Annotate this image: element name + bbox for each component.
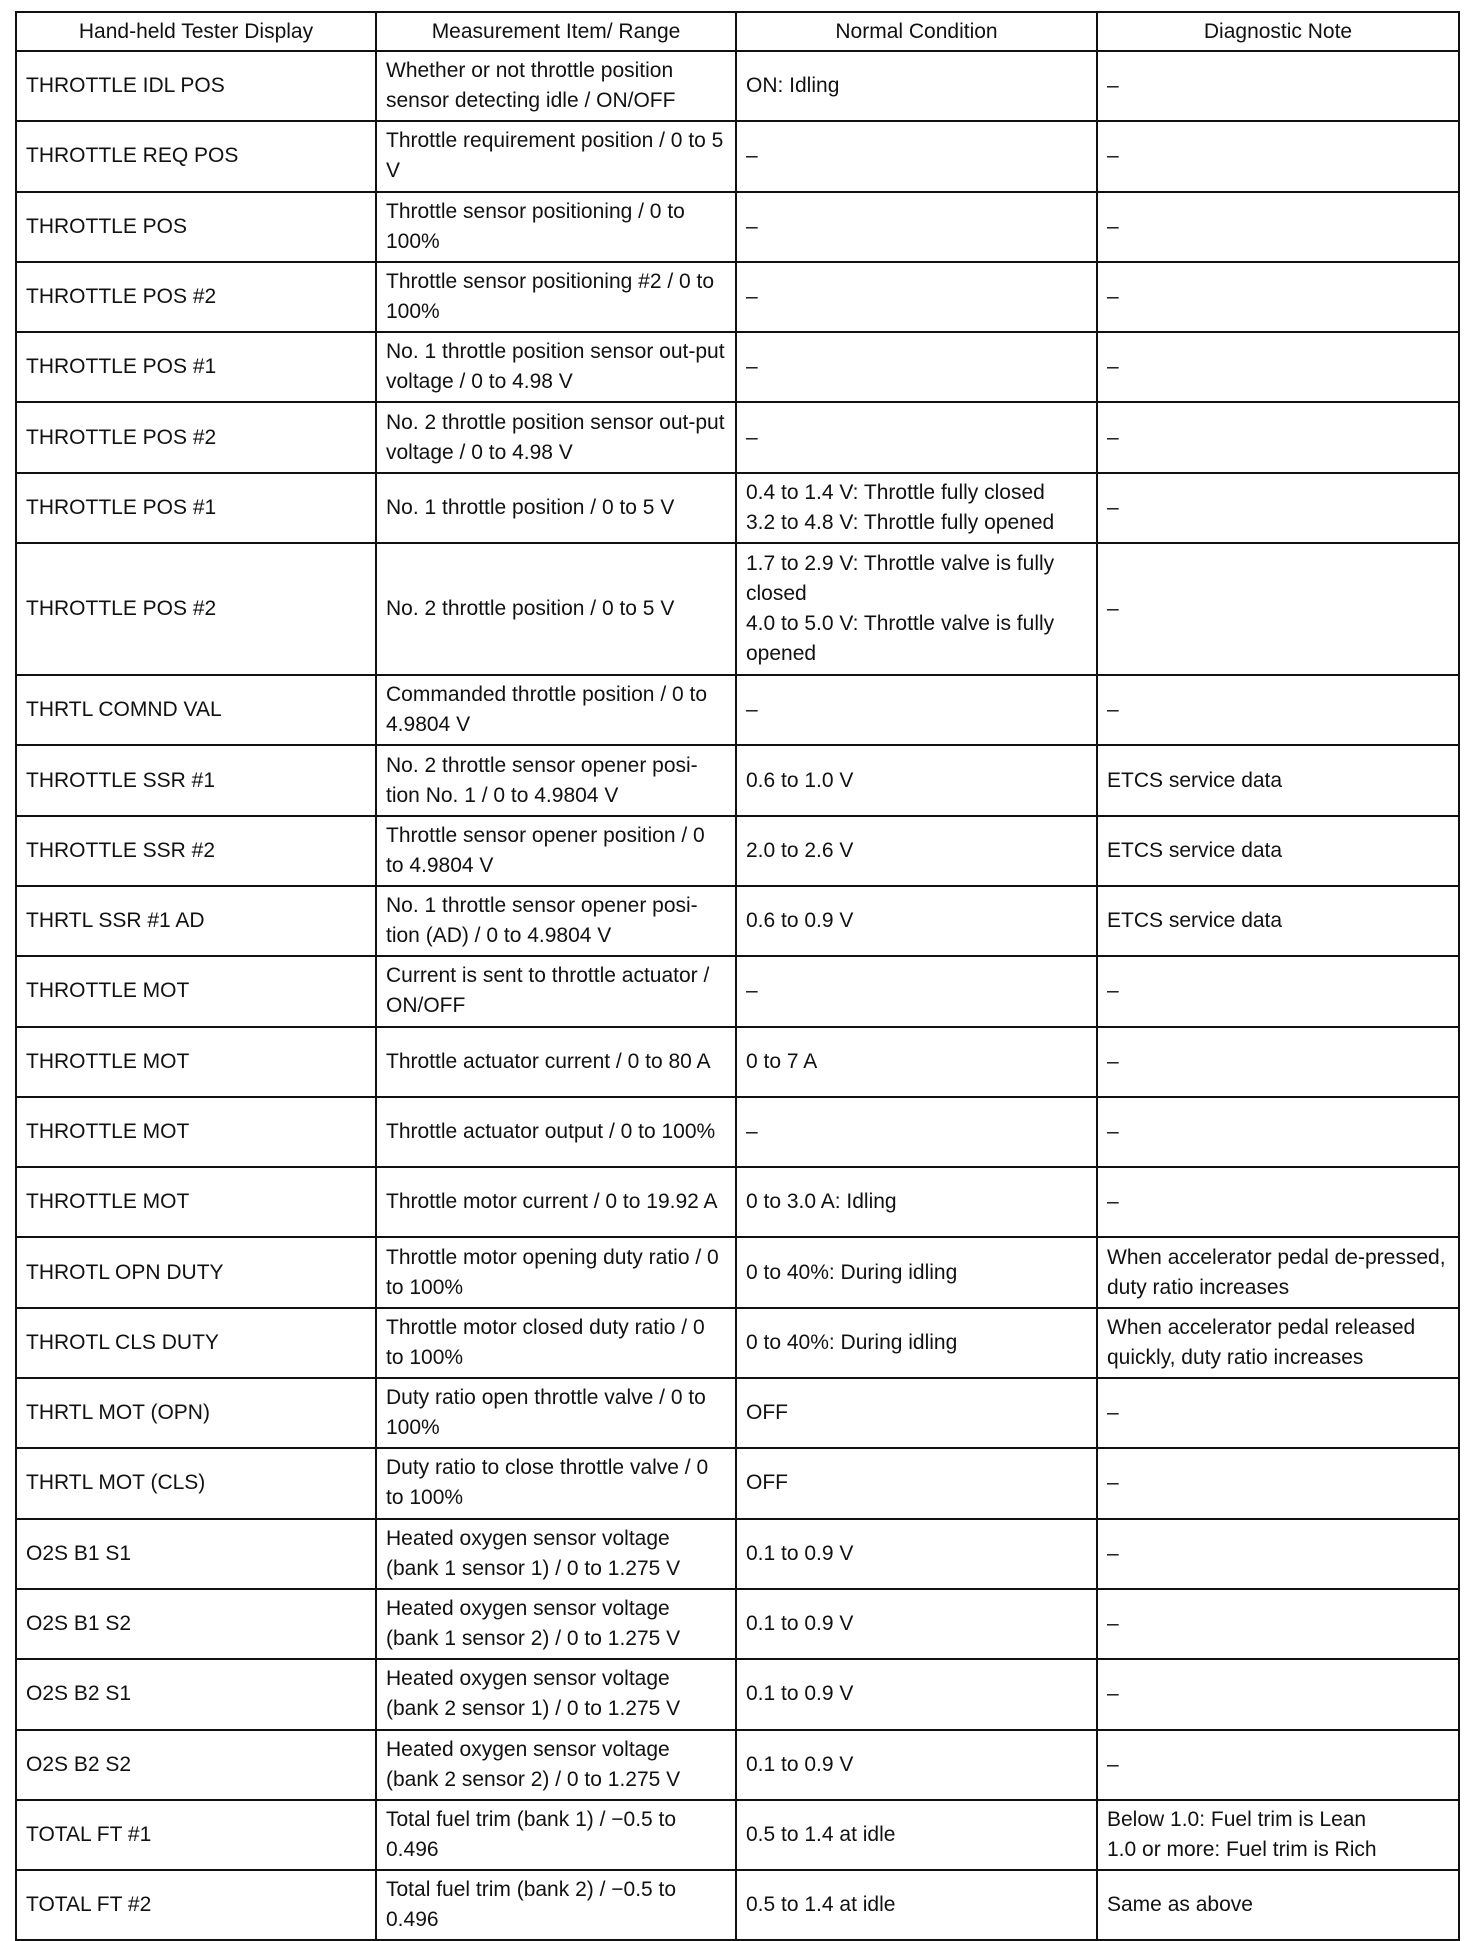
cell-measurement-item bbox=[376, 51, 736, 121]
cell-normal-condition bbox=[736, 1237, 1097, 1307]
cell-normal-condition-text: 0.5 to 1.4 at idle bbox=[746, 1893, 896, 1917]
cell-normal-condition-text: 0.6 to 0.9 V bbox=[746, 909, 854, 933]
cell-tester-display-text: THRTL MOT (OPN) bbox=[26, 1401, 210, 1425]
table-row bbox=[16, 1730, 1459, 1800]
cell-measurement-item-text: Total fuel trim (bank 1) / −0.5 to 0.496 bbox=[386, 1807, 677, 1861]
cell-measurement-item-text: Duty ratio to close throttle valve / 0 to 100% bbox=[386, 1456, 709, 1510]
cell-diagnostic-note-text: – bbox=[1107, 1541, 1119, 1565]
cell-measurement-item bbox=[376, 816, 736, 886]
cell-diagnostic-note-text: ETCS service data bbox=[1107, 909, 1283, 933]
cell-normal-condition bbox=[736, 1027, 1097, 1097]
cell-diagnostic-note-text: – bbox=[1107, 1612, 1119, 1636]
cell-diagnostic-note-text: When accelerator pedal de-pressed, duty ratio increases bbox=[1107, 1245, 1446, 1299]
cell-measurement-item bbox=[376, 1589, 736, 1659]
data-list-table bbox=[15, 11, 1460, 1941]
cell-normal-condition-text: – bbox=[746, 698, 758, 722]
cell-diagnostic-note-text: – bbox=[1107, 425, 1119, 449]
cell-diagnostic-note bbox=[1097, 192, 1459, 262]
table-row bbox=[16, 1027, 1459, 1097]
cell-normal-condition-text: 0.1 to 0.9 V bbox=[746, 1612, 854, 1636]
cell-measurement-item-text: No. 2 throttle position / 0 to 5 V bbox=[386, 597, 675, 621]
cell-normal-condition-text: 0.6 to 1.0 V bbox=[746, 768, 854, 792]
cell-normal-condition bbox=[736, 121, 1097, 191]
cell-tester-display-text: O2S B2 S1 bbox=[26, 1682, 132, 1706]
cell-normal-condition bbox=[736, 816, 1097, 886]
cell-tester-display bbox=[16, 262, 376, 332]
cell-diagnostic-note bbox=[1097, 1378, 1459, 1448]
cell-tester-display-text: THROTTLE REQ POS bbox=[26, 144, 239, 168]
cell-tester-display-text: THROTTLE MOT bbox=[26, 979, 190, 1003]
cell-measurement-item-text: Throttle actuator output / 0 to 100% bbox=[386, 1120, 716, 1143]
cell-measurement-item-text: No. 1 throttle position / 0 to 5 V bbox=[386, 495, 675, 519]
cell-normal-condition-text: OFF bbox=[746, 1471, 788, 1495]
cell-tester-display bbox=[16, 121, 376, 191]
cell-measurement-item bbox=[376, 956, 736, 1026]
table-row bbox=[16, 1800, 1459, 1870]
table-row bbox=[16, 956, 1459, 1026]
cell-diagnostic-note-text: – bbox=[1107, 1120, 1119, 1143]
cell-normal-condition-text: 0.4 to 1.4 V: Throttle fully closed 3.2 to 4.8 V: Throttle fully opened bbox=[746, 480, 1055, 534]
cell-tester-display-text: O2S B1 S2 bbox=[26, 1612, 132, 1636]
cell-normal-condition bbox=[736, 956, 1097, 1026]
cell-normal-condition-text: 1.7 to 2.9 V: Throttle valve is fully closed 4.0 to 5.0 V: Throttle valve is fully opened bbox=[746, 552, 1055, 666]
cell-normal-condition bbox=[736, 543, 1097, 675]
document-page bbox=[15, 11, 1458, 1941]
cell-measurement-item bbox=[376, 1027, 736, 1097]
cell-tester-display bbox=[16, 1308, 376, 1378]
cell-tester-display bbox=[16, 402, 376, 472]
cell-normal-condition bbox=[736, 1097, 1097, 1167]
cell-measurement-item bbox=[376, 192, 736, 262]
cell-tester-display bbox=[16, 543, 376, 675]
cell-measurement-item-text: Throttle actuator current / 0 to 80 A bbox=[386, 1049, 711, 1073]
cell-diagnostic-note-text: – bbox=[1107, 355, 1119, 379]
cell-measurement-item-text: Total fuel trim (bank 2) / −0.5 to 0.496 bbox=[386, 1878, 677, 1932]
cell-measurement-item-text: Whether or not throttle position sensor detecting idle / ON/OFF bbox=[386, 59, 676, 113]
cell-normal-condition-text: ON: Idling bbox=[746, 74, 840, 98]
cell-diagnostic-note bbox=[1097, 1519, 1459, 1589]
cell-tester-display bbox=[16, 886, 376, 956]
cell-normal-condition-text: – bbox=[746, 979, 758, 1003]
cell-tester-display bbox=[16, 1237, 376, 1307]
cell-tester-display-text: THROTTLE SSR #2 bbox=[26, 838, 216, 862]
cell-normal-condition bbox=[736, 1308, 1097, 1378]
cell-diagnostic-note-text: – bbox=[1107, 74, 1119, 98]
cell-measurement-item-text: Current is sent to throttle actuator / ON/OFF bbox=[386, 964, 710, 1018]
cell-measurement-item bbox=[376, 745, 736, 815]
table-row bbox=[16, 1519, 1459, 1589]
cell-normal-condition bbox=[736, 1870, 1097, 1940]
table-row bbox=[16, 192, 1459, 262]
cell-measurement-item-text: Throttle sensor positioning / 0 to 100% bbox=[386, 199, 685, 253]
cell-tester-display bbox=[16, 1448, 376, 1518]
cell-normal-condition bbox=[736, 1800, 1097, 1870]
cell-normal-condition bbox=[736, 1519, 1097, 1589]
table-row bbox=[16, 1448, 1459, 1518]
cell-measurement-item-text: Throttle motor opening duty ratio / 0 to 100% bbox=[386, 1245, 719, 1299]
cell-diagnostic-note bbox=[1097, 1167, 1459, 1237]
cell-normal-condition bbox=[736, 473, 1097, 543]
cell-measurement-item bbox=[376, 402, 736, 472]
cell-normal-condition bbox=[736, 1167, 1097, 1237]
cell-normal-condition bbox=[736, 51, 1097, 121]
cell-normal-condition-text: 0 to 40%: During idling bbox=[746, 1330, 958, 1354]
cell-diagnostic-note bbox=[1097, 956, 1459, 1026]
table-row bbox=[16, 473, 1459, 543]
cell-measurement-item bbox=[376, 332, 736, 402]
cell-normal-condition-text: – bbox=[746, 144, 758, 168]
cell-normal-condition-text: 0.1 to 0.9 V bbox=[746, 1752, 854, 1776]
cell-normal-condition-text: – bbox=[746, 285, 758, 309]
cell-normal-condition bbox=[736, 886, 1097, 956]
cell-tester-display bbox=[16, 1589, 376, 1659]
cell-normal-condition bbox=[736, 332, 1097, 402]
cell-diagnostic-note-text: – bbox=[1107, 1401, 1119, 1425]
cell-tester-display bbox=[16, 745, 376, 815]
cell-tester-display-text: TOTAL FT #1 bbox=[26, 1822, 152, 1846]
table-row bbox=[16, 675, 1459, 745]
cell-diagnostic-note-text: – bbox=[1107, 1049, 1119, 1073]
cell-tester-display-text: THROTL OPN DUTY bbox=[26, 1260, 224, 1284]
cell-diagnostic-note-text: – bbox=[1107, 979, 1119, 1003]
cell-normal-condition bbox=[736, 1448, 1097, 1518]
cell-diagnostic-note-text: – bbox=[1107, 144, 1119, 168]
cell-diagnostic-note bbox=[1097, 51, 1459, 121]
table-row bbox=[16, 262, 1459, 332]
cell-tester-display-text: TOTAL FT #2 bbox=[26, 1893, 152, 1917]
cell-diagnostic-note bbox=[1097, 886, 1459, 956]
table-row bbox=[16, 1308, 1459, 1378]
cell-diagnostic-note bbox=[1097, 1237, 1459, 1307]
cell-measurement-item bbox=[376, 121, 736, 191]
header-row bbox=[16, 12, 1459, 51]
cell-normal-condition bbox=[736, 192, 1097, 262]
cell-tester-display bbox=[16, 51, 376, 121]
cell-tester-display-text: THROTTLE POS #1 bbox=[26, 355, 217, 379]
cell-tester-display-text: THROTTLE POS #2 bbox=[26, 285, 217, 309]
cell-tester-display bbox=[16, 816, 376, 886]
cell-measurement-item bbox=[376, 543, 736, 675]
cell-normal-condition-text: 0 to 7 A bbox=[746, 1049, 818, 1073]
cell-tester-display bbox=[16, 1027, 376, 1097]
cell-tester-display-text: THROTTLE MOT bbox=[26, 1120, 190, 1143]
cell-diagnostic-note bbox=[1097, 121, 1459, 191]
cell-measurement-item bbox=[376, 886, 736, 956]
cell-normal-condition-text: – bbox=[746, 214, 758, 238]
header-diagnostic-note: Diagnostic Note bbox=[1097, 12, 1459, 51]
table-row bbox=[16, 1237, 1459, 1307]
table-row bbox=[16, 1167, 1459, 1237]
cell-tester-display bbox=[16, 1800, 376, 1870]
cell-normal-condition-text: 0 to 40%: During idling bbox=[746, 1260, 958, 1284]
cell-tester-display-text: THROTL CLS DUTY bbox=[26, 1330, 219, 1354]
cell-measurement-item-text: Throttle motor closed duty ratio / 0 to 100% bbox=[386, 1315, 705, 1369]
table-row bbox=[16, 1097, 1459, 1167]
cell-measurement-item-text: Throttle motor current / 0 to 19.92 A bbox=[386, 1190, 718, 1214]
cell-measurement-item-text: No. 2 throttle sensor opener posi-tion No. 1 / 0 to 4.9804 V bbox=[386, 753, 698, 807]
table-row bbox=[16, 1378, 1459, 1448]
cell-tester-display-text: O2S B2 S2 bbox=[26, 1752, 132, 1776]
cell-tester-display bbox=[16, 1730, 376, 1800]
cell-diagnostic-note-text: ETCS service data bbox=[1107, 768, 1283, 792]
cell-normal-condition bbox=[736, 1730, 1097, 1800]
cell-diagnostic-note-text: – bbox=[1107, 1471, 1119, 1495]
cell-measurement-item bbox=[376, 1378, 736, 1448]
cell-measurement-item-text: No. 1 throttle position sensor out-put voltage / 0 to 4.98 V bbox=[386, 340, 725, 394]
cell-measurement-item-text: Throttle requirement position / 0 to 5 V bbox=[386, 129, 724, 183]
cell-diagnostic-note bbox=[1097, 745, 1459, 815]
cell-normal-condition bbox=[736, 745, 1097, 815]
table-row bbox=[16, 543, 1459, 675]
cell-measurement-item-text: Heated oxygen sensor voltage (bank 1 sensor 2) / 0 to 1.275 V bbox=[386, 1597, 681, 1651]
cell-tester-display-text: THROTTLE IDL POS bbox=[26, 74, 225, 98]
cell-measurement-item-text: Throttle sensor positioning #2 / 0 to 100% bbox=[386, 270, 715, 324]
cell-measurement-item bbox=[376, 473, 736, 543]
cell-diagnostic-note bbox=[1097, 543, 1459, 675]
cell-tester-display-text: THRTL MOT (CLS) bbox=[26, 1471, 206, 1495]
cell-measurement-item bbox=[376, 1097, 736, 1167]
cell-diagnostic-note bbox=[1097, 1308, 1459, 1378]
cell-tester-display bbox=[16, 1519, 376, 1589]
table-row bbox=[16, 816, 1459, 886]
table-row bbox=[16, 402, 1459, 472]
cell-tester-display bbox=[16, 675, 376, 745]
cell-diagnostic-note bbox=[1097, 1589, 1459, 1659]
cell-diagnostic-note bbox=[1097, 1870, 1459, 1940]
cell-measurement-item-text: Heated oxygen sensor voltage (bank 1 sensor 1) / 0 to 1.275 V bbox=[386, 1526, 681, 1580]
cell-measurement-item-text: No. 1 throttle sensor opener posi-tion (AD) / 0 to 4.9804 V bbox=[386, 894, 698, 948]
cell-measurement-item-text: Duty ratio open throttle valve / 0 to 100% bbox=[386, 1386, 706, 1440]
cell-diagnostic-note-text: – bbox=[1107, 1752, 1119, 1776]
cell-diagnostic-note bbox=[1097, 332, 1459, 402]
cell-diagnostic-note-text: – bbox=[1107, 698, 1119, 722]
cell-diagnostic-note-text: – bbox=[1107, 597, 1119, 621]
cell-diagnostic-note bbox=[1097, 1027, 1459, 1097]
cell-measurement-item bbox=[376, 262, 736, 332]
cell-diagnostic-note bbox=[1097, 816, 1459, 886]
cell-normal-condition-text: – bbox=[746, 355, 758, 379]
cell-normal-condition bbox=[736, 402, 1097, 472]
cell-normal-condition-text: 0 to 3.0 A: Idling bbox=[746, 1190, 897, 1214]
cell-tester-display-text: THROTTLE MOT bbox=[26, 1190, 190, 1214]
cell-diagnostic-note bbox=[1097, 1448, 1459, 1518]
cell-measurement-item-text: Commanded throttle position / 0 to 4.9804 V bbox=[386, 683, 708, 737]
cell-diagnostic-note-text: – bbox=[1107, 285, 1119, 309]
cell-diagnostic-note bbox=[1097, 402, 1459, 472]
cell-measurement-item bbox=[376, 1448, 736, 1518]
cell-tester-display-text: THROTTLE MOT bbox=[26, 1049, 190, 1073]
cell-diagnostic-note-text: – bbox=[1107, 1682, 1119, 1706]
cell-tester-display bbox=[16, 1659, 376, 1729]
cell-tester-display-text: THROTTLE SSR #1 bbox=[26, 768, 216, 792]
cell-tester-display-text: THRTL COMND VAL bbox=[26, 698, 222, 722]
cell-measurement-item bbox=[376, 1308, 736, 1378]
cell-normal-condition-text: 0.1 to 0.9 V bbox=[746, 1541, 854, 1565]
cell-normal-condition bbox=[736, 262, 1097, 332]
table-row bbox=[16, 332, 1459, 402]
cell-diagnostic-note-text: Below 1.0: Fuel trim is Lean 1.0 or more: Fuel trim is Rich bbox=[1107, 1807, 1377, 1861]
cell-tester-display bbox=[16, 956, 376, 1026]
cell-tester-display-text: THROTTLE POS bbox=[26, 214, 188, 238]
cell-diagnostic-note bbox=[1097, 675, 1459, 745]
cell-diagnostic-note-text: – bbox=[1107, 214, 1119, 238]
cell-diagnostic-note bbox=[1097, 1659, 1459, 1729]
cell-normal-condition-text: 2.0 to 2.6 V bbox=[746, 838, 854, 862]
cell-tester-display bbox=[16, 332, 376, 402]
cell-measurement-item bbox=[376, 1800, 736, 1870]
cell-normal-condition-text: 0.1 to 0.9 V bbox=[746, 1682, 854, 1706]
cell-measurement-item bbox=[376, 1167, 736, 1237]
cell-diagnostic-note bbox=[1097, 1800, 1459, 1870]
header-normal-condition: Normal Condition bbox=[736, 12, 1097, 51]
cell-normal-condition-text: OFF bbox=[746, 1401, 788, 1425]
cell-measurement-item-text: Throttle sensor opener position / 0 to 4.9804 V bbox=[386, 823, 705, 877]
table-row bbox=[16, 51, 1459, 121]
table-row bbox=[16, 886, 1459, 956]
cell-tester-display-text: O2S B1 S1 bbox=[26, 1541, 132, 1565]
cell-tester-display-text: THROTTLE POS #1 bbox=[26, 495, 217, 519]
cell-measurement-item-text: Heated oxygen sensor voltage (bank 2 sensor 1) / 0 to 1.275 V bbox=[386, 1667, 681, 1721]
cell-measurement-item-text: Heated oxygen sensor voltage (bank 2 sensor 2) / 0 to 1.275 V bbox=[386, 1737, 681, 1791]
table-row bbox=[16, 1659, 1459, 1729]
cell-normal-condition bbox=[736, 675, 1097, 745]
header-measurement-item: Measurement Item/ Range bbox=[376, 12, 736, 51]
cell-diagnostic-note-text: ETCS service data bbox=[1107, 838, 1283, 862]
cell-normal-condition bbox=[736, 1659, 1097, 1729]
table-row bbox=[16, 1589, 1459, 1659]
cell-normal-condition-text: 0.5 to 1.4 at idle bbox=[746, 1822, 896, 1846]
cell-normal-condition-text: – bbox=[746, 1120, 758, 1143]
cell-normal-condition bbox=[736, 1589, 1097, 1659]
cell-diagnostic-note-text: – bbox=[1107, 495, 1119, 519]
cell-normal-condition bbox=[736, 1378, 1097, 1448]
cell-diagnostic-note bbox=[1097, 1097, 1459, 1167]
cell-tester-display bbox=[16, 1870, 376, 1940]
cell-tester-display bbox=[16, 1167, 376, 1237]
header-tester-display: Hand-held Tester Display bbox=[16, 12, 376, 51]
table-row bbox=[16, 121, 1459, 191]
cell-diagnostic-note bbox=[1097, 262, 1459, 332]
cell-tester-display-text: THROTTLE POS #2 bbox=[26, 425, 217, 449]
table-header bbox=[16, 12, 1459, 51]
cell-tester-display-text: THRTL SSR #1 AD bbox=[26, 909, 205, 933]
cell-diagnostic-note bbox=[1097, 473, 1459, 543]
table-body bbox=[16, 51, 1459, 1940]
cell-diagnostic-note bbox=[1097, 1730, 1459, 1800]
cell-measurement-item bbox=[376, 1237, 736, 1307]
table-row bbox=[16, 745, 1459, 815]
cell-tester-display bbox=[16, 192, 376, 262]
table-row bbox=[16, 1870, 1459, 1940]
cell-normal-condition-text: – bbox=[746, 425, 758, 449]
cell-measurement-item bbox=[376, 1519, 736, 1589]
cell-diagnostic-note-text: When accelerator pedal released quickly, duty ratio increases bbox=[1107, 1315, 1416, 1369]
cell-tester-display bbox=[16, 473, 376, 543]
cell-measurement-item bbox=[376, 1870, 736, 1940]
cell-measurement-item-text: No. 2 throttle position sensor out-put voltage / 0 to 4.98 V bbox=[386, 410, 725, 464]
cell-tester-display bbox=[16, 1378, 376, 1448]
cell-diagnostic-note-text: – bbox=[1107, 1190, 1119, 1214]
cell-measurement-item bbox=[376, 1730, 736, 1800]
cell-tester-display-text: THROTTLE POS #2 bbox=[26, 597, 217, 621]
cell-tester-display bbox=[16, 1097, 376, 1167]
cell-diagnostic-note-text: Same as above bbox=[1107, 1893, 1253, 1917]
cell-measurement-item bbox=[376, 675, 736, 745]
cell-measurement-item bbox=[376, 1659, 736, 1729]
